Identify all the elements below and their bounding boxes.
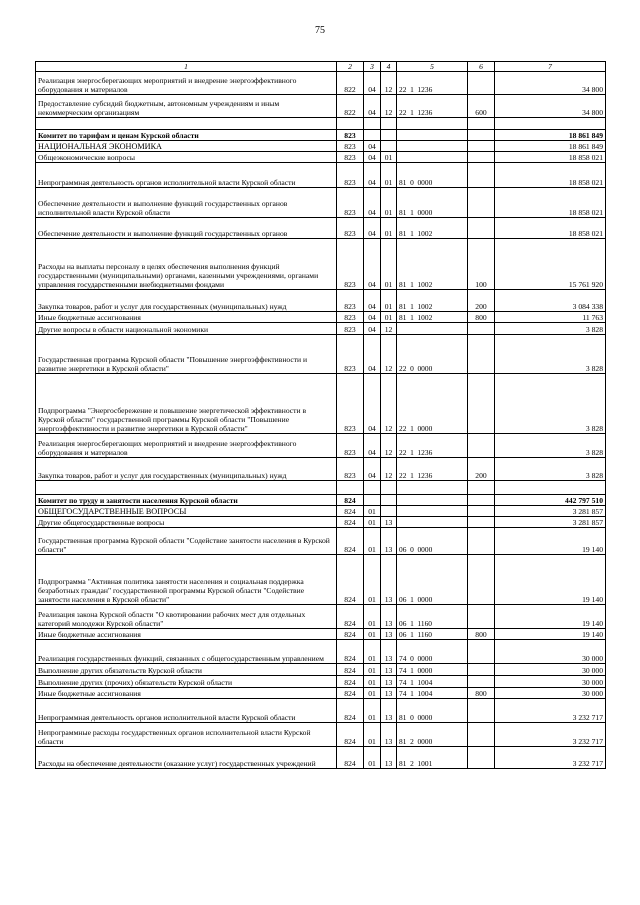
- subsection-code: [381, 481, 397, 495]
- admin-code: 822: [337, 95, 364, 118]
- admin-code: 823: [337, 218, 364, 239]
- column-header: 5: [397, 62, 468, 72]
- section-code: 01: [364, 629, 381, 640]
- section-code: 04: [364, 312, 381, 323]
- table-row: [36, 374, 606, 434]
- subsection-code: [381, 141, 397, 152]
- admin-code: 824: [337, 664, 364, 676]
- row-name: Обеспечение деятельности и выполнение функций государственных органов исполнительной власти Курской области: [36, 188, 337, 218]
- subsection-code: 13: [381, 555, 397, 605]
- section-code: 04: [364, 141, 381, 152]
- amount: 3 281 857: [495, 517, 606, 528]
- section-code: 01: [364, 699, 381, 723]
- budget-table: [35, 61, 606, 769]
- expense-kind: [468, 605, 495, 629]
- expense-kind: [468, 118, 495, 130]
- amount: [495, 481, 606, 495]
- section-code: [364, 495, 381, 506]
- expense-kind: 200: [468, 458, 495, 481]
- admin-code: 823: [337, 152, 364, 163]
- amount: 18 858 021: [495, 188, 606, 218]
- table-row: [36, 72, 606, 95]
- admin-code: 823: [337, 163, 364, 188]
- expense-kind: [468, 163, 495, 188]
- expense-kind: [468, 335, 495, 374]
- section-code: [364, 481, 381, 495]
- subsection-code: [381, 118, 397, 130]
- column-header: 3: [364, 62, 381, 72]
- table-row: [36, 312, 606, 323]
- admin-code: 824: [337, 605, 364, 629]
- table-row: [36, 434, 606, 458]
- amount: [495, 118, 606, 130]
- table-row: [36, 640, 606, 664]
- subsection-code: 01: [381, 218, 397, 239]
- row-name: Комитет по тарифам и ценам Курской области: [36, 130, 337, 141]
- column-header: 1: [36, 62, 337, 72]
- target-article: 06 0 0000: [397, 528, 468, 555]
- section-code: [364, 130, 381, 141]
- admin-code: 824: [337, 723, 364, 747]
- subsection-code: 01: [381, 312, 397, 323]
- table-row: [36, 555, 606, 605]
- subsection-code: [381, 130, 397, 141]
- table-row: [36, 290, 606, 312]
- expense-kind: [468, 555, 495, 605]
- table-row: [36, 506, 606, 517]
- amount: 30 000: [495, 688, 606, 699]
- expense-kind: [468, 528, 495, 555]
- row-name: Реализация государственных функций, связанных с общегосударственным управлением: [36, 640, 337, 664]
- admin-code: 824: [337, 747, 364, 769]
- subsection-code: 13: [381, 517, 397, 528]
- table-header-row: [36, 62, 606, 72]
- section-code: 04: [364, 335, 381, 374]
- section-code: 01: [364, 723, 381, 747]
- subsection-code: 13: [381, 747, 397, 769]
- table-row: [36, 528, 606, 555]
- row-name: Предоставление субсидий бюджетным, автономным учреждениям и иным некоммерческим организациям: [36, 95, 337, 118]
- expense-kind: [468, 640, 495, 664]
- row-name: Непрограммная деятельность органов исполнительной власти Курской области: [36, 699, 337, 723]
- table-row: [36, 130, 606, 141]
- admin-code: 824: [337, 555, 364, 605]
- table-row: [36, 152, 606, 163]
- row-name: Комитет по труду и занятости населения Курской области: [36, 495, 337, 506]
- row-name: Подпрограмма "Активная политика занятости населения и социальная поддержка безработных граждан" государственной программы Курской области "Содействие занятости населения в Курской области": [36, 555, 337, 605]
- expense-kind: 800: [468, 688, 495, 699]
- admin-code: 823: [337, 323, 364, 335]
- target-article: 74 1 0000: [397, 664, 468, 676]
- subsection-code: 13: [381, 528, 397, 555]
- target-article: [397, 118, 468, 130]
- table-row: [36, 335, 606, 374]
- admin-code: [337, 481, 364, 495]
- target-article: 81 1 0000: [397, 188, 468, 218]
- table-row: [36, 629, 606, 640]
- subsection-code: 12: [381, 335, 397, 374]
- row-name: Обеспечение деятельности и выполнение функций государственных органов: [36, 218, 337, 239]
- subsection-code: 12: [381, 95, 397, 118]
- target-article: 81 1 1002: [397, 290, 468, 312]
- section-code: 01: [364, 747, 381, 769]
- table-row: [36, 747, 606, 769]
- target-article: 06 1 1160: [397, 605, 468, 629]
- section-code: 04: [364, 434, 381, 458]
- target-article: 22 1 1236: [397, 72, 468, 95]
- expense-kind: [468, 723, 495, 747]
- row-name: НАЦИОНАЛЬНАЯ ЭКОНОМИКА: [36, 141, 337, 152]
- admin-code: 823: [337, 130, 364, 141]
- table-row: [36, 605, 606, 629]
- section-code: 04: [364, 188, 381, 218]
- row-name: Иные бюджетные ассигнования: [36, 688, 337, 699]
- section-code: 01: [364, 688, 381, 699]
- target-article: [397, 517, 468, 528]
- target-article: 81 1 1002: [397, 239, 468, 290]
- admin-code: 823: [337, 239, 364, 290]
- subsection-code: 13: [381, 664, 397, 676]
- admin-code: 824: [337, 517, 364, 528]
- amount: 3 828: [495, 434, 606, 458]
- section-code: 01: [364, 664, 381, 676]
- table-row: [36, 118, 606, 130]
- admin-code: 824: [337, 506, 364, 517]
- admin-code: 822: [337, 72, 364, 95]
- table-row: [36, 163, 606, 188]
- admin-code: 823: [337, 188, 364, 218]
- amount: 19 140: [495, 605, 606, 629]
- column-header: 6: [468, 62, 495, 72]
- admin-code: 823: [337, 312, 364, 323]
- target-article: 81 2 0000: [397, 723, 468, 747]
- subsection-code: 13: [381, 640, 397, 664]
- admin-code: 824: [337, 688, 364, 699]
- amount: 18 858 021: [495, 152, 606, 163]
- subsection-code: 12: [381, 323, 397, 335]
- amount: 3 281 857: [495, 506, 606, 517]
- row-name: [36, 118, 337, 130]
- row-name: Иные бюджетные ассигнования: [36, 312, 337, 323]
- row-name: Другие вопросы в области национальной экономики: [36, 323, 337, 335]
- subsection-code: 13: [381, 688, 397, 699]
- target-article: [397, 495, 468, 506]
- amount: 3 828: [495, 374, 606, 434]
- target-article: 22 1 1236: [397, 434, 468, 458]
- expense-kind: [468, 506, 495, 517]
- row-name: Непрограммная деятельность органов исполнительной власти Курской области: [36, 163, 337, 188]
- admin-code: 824: [337, 699, 364, 723]
- expense-kind: [468, 374, 495, 434]
- target-article: 22 1 1236: [397, 95, 468, 118]
- table-row: [36, 239, 606, 290]
- target-article: [397, 141, 468, 152]
- row-name: ОБЩЕГОСУДАРСТВЕННЫЕ ВОПРОСЫ: [36, 506, 337, 517]
- target-article: [397, 506, 468, 517]
- section-code: 04: [364, 152, 381, 163]
- expense-kind: [468, 130, 495, 141]
- section-code: 04: [364, 218, 381, 239]
- admin-code: 824: [337, 629, 364, 640]
- row-name: Закупка товаров, работ и услуг для государственных (муниципальных) нужд: [36, 458, 337, 481]
- subsection-code: 01: [381, 188, 397, 218]
- table-row: [36, 218, 606, 239]
- row-name: Государственная программа Курской области "Повышение энергоэффективности и развитие энергетики в Курской области": [36, 335, 337, 374]
- row-name: Реализация энергосберегающих мероприятий и внедрение энергоэффективного оборудования и материалов: [36, 72, 337, 95]
- section-code: 04: [364, 458, 381, 481]
- subsection-code: 01: [381, 163, 397, 188]
- page-number: 75: [315, 25, 325, 36]
- admin-code: 823: [337, 374, 364, 434]
- expense-kind: 800: [468, 629, 495, 640]
- table-row: [36, 481, 606, 495]
- table-row: [36, 517, 606, 528]
- subsection-code: 13: [381, 605, 397, 629]
- expense-kind: [468, 676, 495, 688]
- row-name: Реализация энергосберегающих мероприятий и внедрение энергоэффективного оборудования и материалов: [36, 434, 337, 458]
- expense-kind: [468, 72, 495, 95]
- target-article: 81 1 1002: [397, 218, 468, 239]
- target-article: 81 2 1001: [397, 747, 468, 769]
- column-header: 2: [337, 62, 364, 72]
- row-name: Закупка товаров, работ и услуг для государственных (муниципальных) нужд: [36, 290, 337, 312]
- target-article: 22 1 1236: [397, 458, 468, 481]
- subsection-code: 13: [381, 723, 397, 747]
- admin-code: [337, 118, 364, 130]
- row-name: Выполнение других (прочих) обязательств Курской области: [36, 676, 337, 688]
- table-row: [36, 188, 606, 218]
- admin-code: 823: [337, 141, 364, 152]
- table-row: [36, 723, 606, 747]
- amount: 30 000: [495, 664, 606, 676]
- amount: 3 828: [495, 458, 606, 481]
- expense-kind: [468, 747, 495, 769]
- target-article: 06 1 0000: [397, 555, 468, 605]
- subsection-code: [381, 506, 397, 517]
- amount: 3 084 338: [495, 290, 606, 312]
- amount: 3 828: [495, 335, 606, 374]
- amount: 442 797 510: [495, 495, 606, 506]
- expense-kind: [468, 141, 495, 152]
- target-article: 74 1 1004: [397, 676, 468, 688]
- section-code: 01: [364, 555, 381, 605]
- amount: 19 140: [495, 629, 606, 640]
- target-article: [397, 130, 468, 141]
- table-row: [36, 141, 606, 152]
- amount: 3 232 717: [495, 747, 606, 769]
- section-code: 04: [364, 290, 381, 312]
- subsection-code: 12: [381, 72, 397, 95]
- table-row: [36, 676, 606, 688]
- amount: 3 828: [495, 323, 606, 335]
- subsection-code: 01: [381, 152, 397, 163]
- column-header: 7: [495, 62, 606, 72]
- admin-code: 824: [337, 528, 364, 555]
- expense-kind: [468, 495, 495, 506]
- expense-kind: 600: [468, 95, 495, 118]
- amount: 18 861 849: [495, 141, 606, 152]
- target-article: [397, 481, 468, 495]
- subsection-code: 13: [381, 629, 397, 640]
- section-code: 01: [364, 528, 381, 555]
- section-code: 01: [364, 676, 381, 688]
- target-article: 06 1 1160: [397, 629, 468, 640]
- section-code: 04: [364, 95, 381, 118]
- target-article: 81 0 0000: [397, 699, 468, 723]
- amount: 3 232 717: [495, 699, 606, 723]
- row-name: Другие общегосударственные вопросы: [36, 517, 337, 528]
- expense-kind: [468, 323, 495, 335]
- section-code: 04: [364, 163, 381, 188]
- amount: 18 861 849: [495, 130, 606, 141]
- amount: 19 140: [495, 555, 606, 605]
- section-code: 04: [364, 374, 381, 434]
- section-code: 01: [364, 517, 381, 528]
- admin-code: 824: [337, 640, 364, 664]
- target-article: 22 0 0000: [397, 335, 468, 374]
- table-row: [36, 323, 606, 335]
- target-article: [397, 323, 468, 335]
- row-name: Расходы на обеспечение деятельности (оказание услуг) государственных учреждений: [36, 747, 337, 769]
- column-header: 4: [381, 62, 397, 72]
- subsection-code: 01: [381, 239, 397, 290]
- amount: 34 800: [495, 95, 606, 118]
- target-article: 81 1 1002: [397, 312, 468, 323]
- admin-code: 823: [337, 434, 364, 458]
- admin-code: 823: [337, 290, 364, 312]
- expense-kind: [468, 434, 495, 458]
- section-code: [364, 118, 381, 130]
- amount: 30 000: [495, 640, 606, 664]
- row-name: Иные бюджетные ассигнования: [36, 629, 337, 640]
- expense-kind: [468, 188, 495, 218]
- expense-kind: 800: [468, 312, 495, 323]
- expense-kind: 100: [468, 239, 495, 290]
- admin-code: 824: [337, 676, 364, 688]
- subsection-code: 13: [381, 699, 397, 723]
- admin-code: 824: [337, 495, 364, 506]
- expense-kind: [468, 218, 495, 239]
- target-article: 81 0 0000: [397, 163, 468, 188]
- expense-kind: [468, 517, 495, 528]
- target-article: 74 0 0000: [397, 640, 468, 664]
- row-name: Подпрограмма "Энергосбережение и повышение энергетической эффективности в Курской области" государственной программы Курской области "Повышение энергоэффективности и развитие энергетики в Курской области": [36, 374, 337, 434]
- admin-code: 823: [337, 335, 364, 374]
- row-name: Реализация закона Курской области "О квотировании рабочих мест для отдельных категорий молодежи Курской области": [36, 605, 337, 629]
- target-article: 74 1 1004: [397, 688, 468, 699]
- expense-kind: [468, 481, 495, 495]
- row-name: Выполнение других обязательств Курской области: [36, 664, 337, 676]
- table-row: [36, 95, 606, 118]
- expense-kind: [468, 152, 495, 163]
- table-row: [36, 458, 606, 481]
- subsection-code: 01: [381, 290, 397, 312]
- amount: 18 858 021: [495, 218, 606, 239]
- section-code: 01: [364, 506, 381, 517]
- amount: 30 000: [495, 676, 606, 688]
- section-code: 04: [364, 239, 381, 290]
- amount: 18 858 021: [495, 163, 606, 188]
- subsection-code: 13: [381, 676, 397, 688]
- admin-code: 823: [337, 458, 364, 481]
- section-code: 01: [364, 640, 381, 664]
- amount: 34 800: [495, 72, 606, 95]
- table-row: [36, 688, 606, 699]
- subsection-code: 12: [381, 434, 397, 458]
- expense-kind: 200: [468, 290, 495, 312]
- row-name: Государственная программа Курской области "Содействие занятости населения в Курской области": [36, 528, 337, 555]
- row-name: [36, 481, 337, 495]
- target-article: 22 1 0000: [397, 374, 468, 434]
- section-code: 04: [364, 72, 381, 95]
- amount: 3 232 717: [495, 723, 606, 747]
- subsection-code: 12: [381, 458, 397, 481]
- subsection-code: 12: [381, 374, 397, 434]
- expense-kind: [468, 664, 495, 676]
- amount: 11 763: [495, 312, 606, 323]
- expense-kind: [468, 699, 495, 723]
- amount: 19 140: [495, 528, 606, 555]
- row-name: Общеэкономические вопросы: [36, 152, 337, 163]
- table-row: [36, 664, 606, 676]
- table-row: [36, 495, 606, 506]
- row-name: Расходы на выплаты персоналу в целях обеспечения выполнения функций государственными (муниципальными) органами, казенными учреждениями, органами управления государственными внебюджетными фондами: [36, 239, 337, 290]
- subsection-code: [381, 495, 397, 506]
- amount: 15 761 920: [495, 239, 606, 290]
- target-article: [397, 152, 468, 163]
- table-row: [36, 699, 606, 723]
- row-name: Непрограммные расходы государственных органов исполнительной власти Курской области: [36, 723, 337, 747]
- section-code: 04: [364, 323, 381, 335]
- section-code: 01: [364, 605, 381, 629]
